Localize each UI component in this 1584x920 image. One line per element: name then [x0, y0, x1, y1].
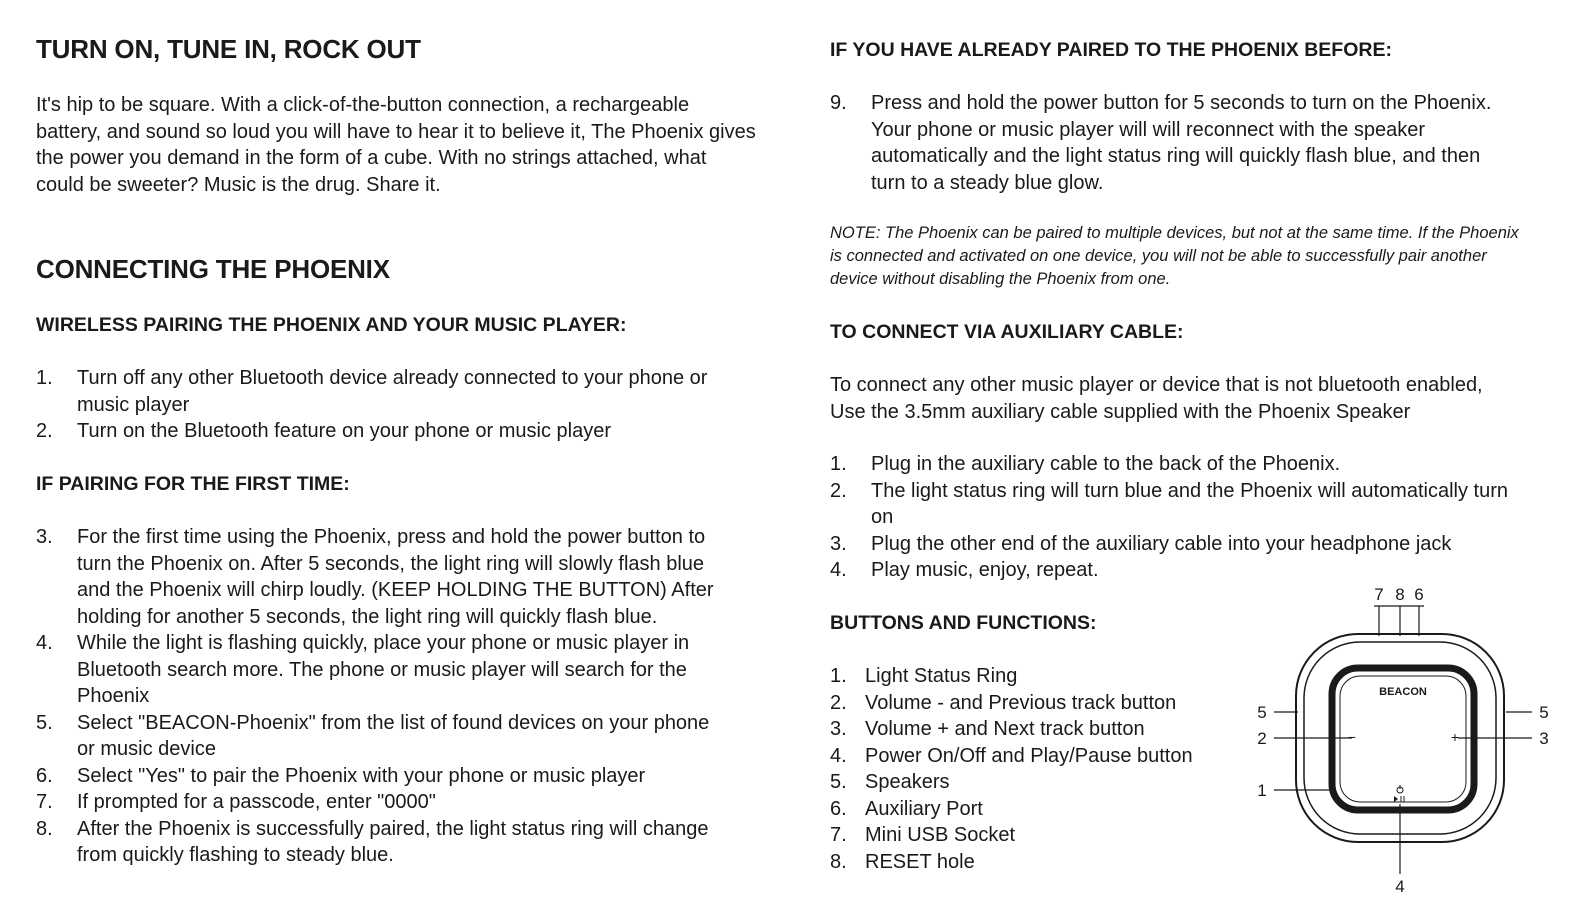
aux-steps-list [830, 451, 1520, 584]
heading-wireless-pairing: WIRELESS PAIRING THE PHOENIX AND YOUR MUSIC PLAYER: [36, 314, 627, 336]
heading-first-time: IF PAIRING FOR THE FIRST TIME: [36, 473, 350, 495]
title-turn-on: TURN ON, TUNE IN, ROCK OUT [36, 34, 421, 64]
list-item: 1. Plug in the auxiliary cable to the back of the Phoenix. [830, 453, 1341, 475]
list-item: 6. Select "Yes" to pair the Phoenix with your phone or music player [36, 764, 646, 787]
list-item: 7. Mini USB Socket [830, 824, 1016, 846]
list-item: 9. Press and hold the power button for 5 seconds to turn on the Phoenix. Your phone or music player will will reconnect with the speaker automatically and the light status ring will quickly flash blue, and then turn to a steady blue glow. [830, 92, 1492, 194]
heading-buttons-functions: BUTTONS AND FUNCTIONS: [830, 612, 1097, 634]
speaker-diagram [1248, 582, 1558, 900]
callout-2: 2 [1257, 729, 1267, 748]
callout-4: 4 [1395, 877, 1405, 896]
volume-minus-icon: − [1347, 729, 1357, 745]
list-item: 4. Play music, enjoy, repeat. [830, 559, 1099, 581]
list-item: 1. Light Status Ring [830, 665, 1018, 687]
callout-8: 8 [1395, 585, 1405, 604]
list-item: 3. Plug the other end of the auxiliary cable into your headphone jack [830, 532, 1452, 555]
list-item: 2. Turn on the Bluetooth feature on your phone or music player [36, 420, 612, 442]
title-connecting: CONNECTING THE PHOENIX [36, 254, 390, 284]
list-item: 3. Volume + and Next track button [830, 718, 1145, 740]
callout-6: 6 [1414, 585, 1424, 604]
brand-logo: BEACON [1379, 686, 1427, 698]
callout-3: 3 [1539, 729, 1549, 748]
list-item: 4. Power On/Off and Play/Pause button [830, 744, 1193, 767]
list-item: 2. The light status ring will turn blue and the Phoenix will automatically turn on [830, 479, 1508, 528]
buttons-functions-list [830, 663, 1240, 875]
heading-already-paired: IF YOU HAVE ALREADY PAIRED TO THE PHOENIX BEFORE: [830, 39, 1392, 61]
list-item: 5. Select "BEACON-Phoenix" from the list of found devices on your phone or music device [36, 711, 710, 760]
aux-intro-paragraph: To connect any other music player or device that is not bluetooth enabled, Use the 3.5mm auxiliary cable supplied with the Phoenix Speaker [830, 374, 1483, 423]
list-item: 7. If prompted for a passcode, enter "0000" [36, 791, 436, 813]
first-time-steps-list [36, 524, 726, 869]
volume-plus-icon: + [1450, 729, 1460, 745]
list-item: 6. Auxiliary Port [830, 797, 983, 820]
list-item: 8. RESET hole [830, 850, 975, 873]
list-item: 1. Turn off any other Bluetooth device already connected to your phone or music player [36, 367, 708, 416]
intro-paragraph: It's hip to be square. With a click-of-the-button connection, a rechargeable battery, and sound so loud you will have to hear it to believe it, The Phoenix gives the power you demand in the form of a cube. With no strings attached, what could be sweeter? Music is the drug. Share it. [36, 94, 756, 196]
callout-7: 7 [1374, 585, 1384, 604]
callout-5-right: 5 [1539, 703, 1549, 722]
list-item: 3. For the first time using the Phoenix, press and hold the power button to turn the Phoenix on. After 5 seconds, the light ring will slowly flash blue and the Phoenix will chirp loudly. (KEEP HOLDING THE BUTTON) After holding for another 5 seconds, the light ring will quickly flash blue. [36, 526, 714, 628]
list-item: 2. Volume - and Previous track button [830, 691, 1177, 714]
callout-1: 1 [1257, 781, 1267, 800]
wireless-steps-list [36, 365, 716, 445]
note-multiple-devices: NOTE: The Phoenix can be paired to multiple devices, but not at the same time. If the Phoenix is connected and activated on one device, you will not be able to successfully pair another device without disabling the Phoenix from one. [830, 224, 1519, 288]
list-item: 5. Speakers [830, 771, 950, 793]
list-item: 8. After the Phoenix is successfully paired, the light status ring will change from quickly flashing to steady blue. [36, 817, 709, 866]
paired-steps-list [830, 90, 1510, 196]
callout-5-left: 5 [1257, 703, 1267, 722]
list-item: 4. While the light is flashing quickly, place your phone or music player in Bluetooth search more. The phone or music player will search for the Phoenix [36, 632, 690, 707]
heading-aux-cable: TO CONNECT VIA AUXILIARY CABLE: [830, 321, 1184, 343]
